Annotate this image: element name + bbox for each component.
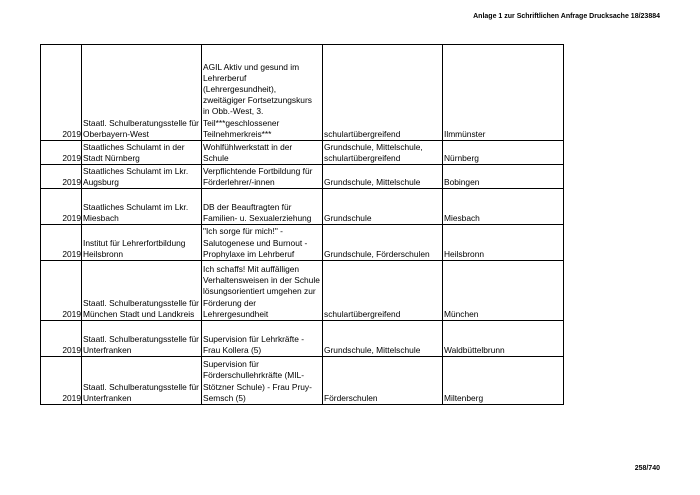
school-type-cell: schulartübergreifend [323, 261, 443, 321]
institution-cell: Staatliches Schulamt im Lkr. Augsburg [82, 165, 202, 189]
year-cell: 2019 [41, 225, 82, 261]
year-cell: 2019 [41, 357, 82, 405]
institution-cell: Institut für Lehrerfortbildung Heilsbronn [82, 225, 202, 261]
school-type-cell: schulartübergreifend [323, 45, 443, 141]
location-cell: Heilsbronn [443, 225, 564, 261]
location-cell: München [443, 261, 564, 321]
school-type-cell: Grundschule, Mittelschule, schulartübergreifend [323, 141, 443, 165]
table-row [41, 141, 564, 165]
page-number: 258/740 [634, 465, 660, 472]
course-title-cell: Wohlfühlwerkstatt in der Schule [202, 141, 323, 165]
institution-cell: Staatliches Schulamt im Lkr. Miesbach [82, 189, 202, 225]
year-cell: 2019 [41, 141, 82, 165]
institution-cell: Staatl. Schulberatungsstelle für München Stadt und Landkreis [82, 261, 202, 321]
institution-cell: Staatl. Schulberatungsstelle für Oberbayern-West [82, 45, 202, 141]
institution-cell: Staatliches Schulamt in der Stadt Nürnberg [82, 141, 202, 165]
table-row [41, 261, 564, 321]
institution-cell: Staatl. Schulberatungsstelle für Unterfranken [82, 321, 202, 357]
year-cell: 2019 [41, 45, 82, 141]
institution-cell: Staatl. Schulberatungsstelle für Unterfranken [82, 357, 202, 405]
table-row [41, 225, 564, 261]
course-title-cell: "Ich sorge für mich!" - Salutogenese und Burnout - Prophylaxe im Lehrberuf [202, 225, 323, 261]
year-cell: 2019 [41, 189, 82, 225]
year-cell: 2019 [41, 261, 82, 321]
document-header: Anlage 1 zur Schriftlichen Anfrage Drucksache 18/23884 [473, 13, 660, 20]
location-cell: Miltenberg [443, 357, 564, 405]
table-row [41, 321, 564, 357]
table-row [41, 189, 564, 225]
location-cell: Ilmmünster [443, 45, 564, 141]
table-row [41, 165, 564, 189]
course-title-cell: Verpflichtende Fortbildung für Förderlehrer/-innen [202, 165, 323, 189]
location-cell: Bobingen [443, 165, 564, 189]
year-cell: 2019 [41, 321, 82, 357]
school-type-cell: Förderschulen [323, 357, 443, 405]
school-type-cell: Grundschule, Mittelschule [323, 321, 443, 357]
school-type-cell: Grundschule, Mittelschule [323, 165, 443, 189]
course-title-cell: Supervision für Förderschullehrkräfte (MIL- Stötzner Schule) - Frau Pruy- Semsch (5) [202, 357, 323, 405]
table-row [41, 45, 564, 141]
data-table [40, 44, 564, 405]
table-row [41, 357, 564, 405]
course-title-cell: DB der Beauftragten für Familien- u. Sexualerziehung [202, 189, 323, 225]
school-type-cell: Grundschule, Förderschulen [323, 225, 443, 261]
year-cell: 2019 [41, 165, 82, 189]
location-cell: Miesbach [443, 189, 564, 225]
course-title-cell: AGIL Aktiv und gesund im Lehrerberuf (Lehrergesundheit), zweitägiger Fortsetzungskurs in Obb.-West, 3. Teil***geschlossener Teilnehmerkreis*** [202, 45, 323, 141]
course-title-cell: Ich schaffs! Mit auffälligen Verhaltensweisen in der Schule lösungsorientiert umgehen zur Förderung der Lehrergesundheit [202, 261, 323, 321]
school-type-cell: Grundschule [323, 189, 443, 225]
location-cell: Waldbüttelbrunn [443, 321, 564, 357]
location-cell: Nürnberg [443, 141, 564, 165]
course-title-cell: Supervision für Lehrkräfte - Frau Kollera (5) [202, 321, 323, 357]
